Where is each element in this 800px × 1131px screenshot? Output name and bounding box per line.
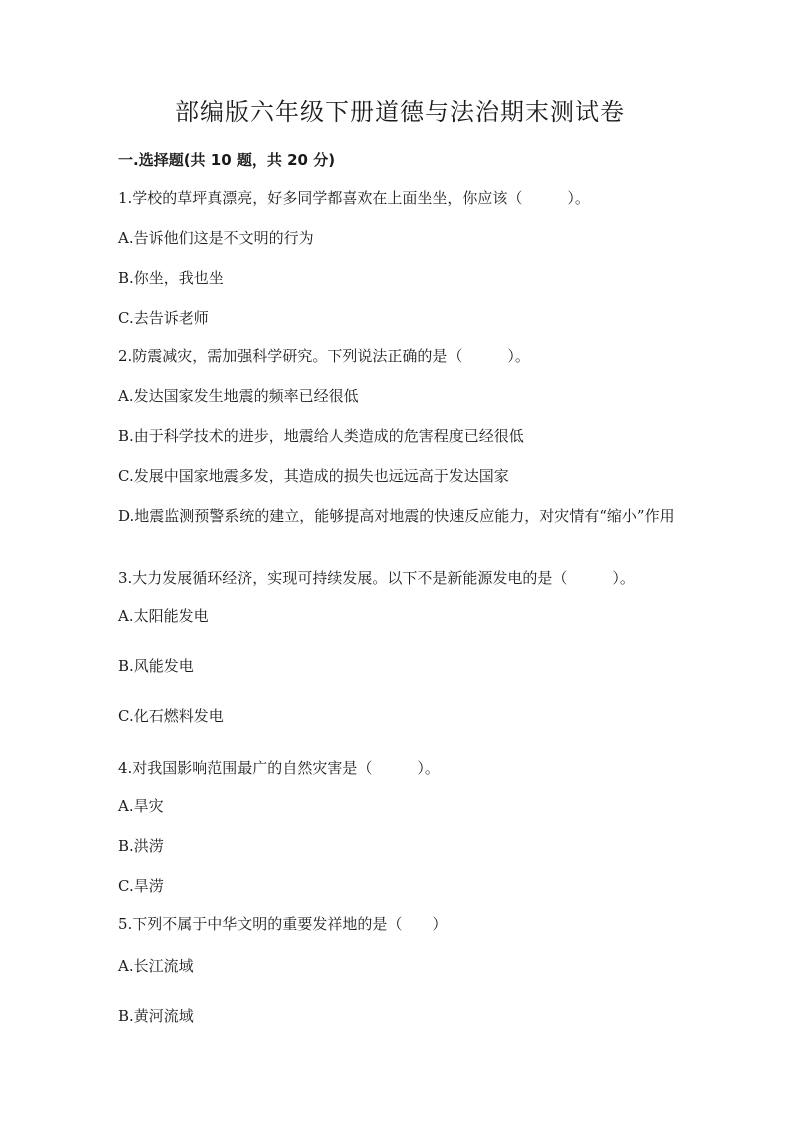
question-4-option-b: B.洪涝 — [118, 837, 164, 855]
question-1-option-b: B.你坐，我也坐 — [118, 269, 224, 287]
question-3-stem: 3.大力发展循环经济，实现可持续发展。以下不是新能源发电的是（ ）。 — [118, 569, 635, 587]
question-5-option-a: A.长江流域 — [118, 957, 194, 975]
question-2-option-d: D.地震监测预警系统的建立，能够提高对地震的快速反应能力，对灾情有“缩小”作用 — [118, 507, 675, 525]
question-2-option-a: A.发达国家发生地震的频率已经很低 — [118, 387, 359, 405]
question-4-option-c: C.旱涝 — [118, 877, 164, 895]
question-3-option-b: B.风能发电 — [118, 657, 194, 675]
question-2-option-b: B.由于科学技术的进步，地震给人类造成的危害程度已经很低 — [118, 427, 524, 445]
question-5-stem: 5.下列不属于中华文明的重要发祥地的是（ ） — [118, 915, 448, 933]
question-4-option-a: A.旱灾 — [118, 797, 164, 815]
question-3-option-a: A.太阳能发电 — [118, 607, 209, 625]
question-3-option-c: C.化石燃料发电 — [118, 707, 224, 725]
page-title: 部编版六年级下册道德与法治期末测试卷 — [175, 98, 625, 126]
question-5-option-b: B.黄河流域 — [118, 1007, 194, 1025]
question-2-option-c: C.发展中国家地震多发，其造成的损失也远远高于发达国家 — [118, 467, 509, 485]
question-2-stem: 2.防震减灾，需加强科学研究。下列说法正确的是（ ）。 — [118, 347, 530, 365]
section-heading: 一.选择题(共 10 题，共 20 分) — [118, 151, 336, 169]
question-1-option-c: C.去告诉老师 — [118, 309, 209, 327]
question-1-option-a: A.告诉他们这是不文明的行为 — [118, 229, 314, 247]
question-4-stem: 4.对我国影响范围最广的自然灾害是（ ）。 — [118, 759, 440, 777]
question-1-stem: 1.学校的草坪真漂亮，好多同学都喜欢在上面坐坐，你应该（ ）。 — [118, 189, 590, 207]
